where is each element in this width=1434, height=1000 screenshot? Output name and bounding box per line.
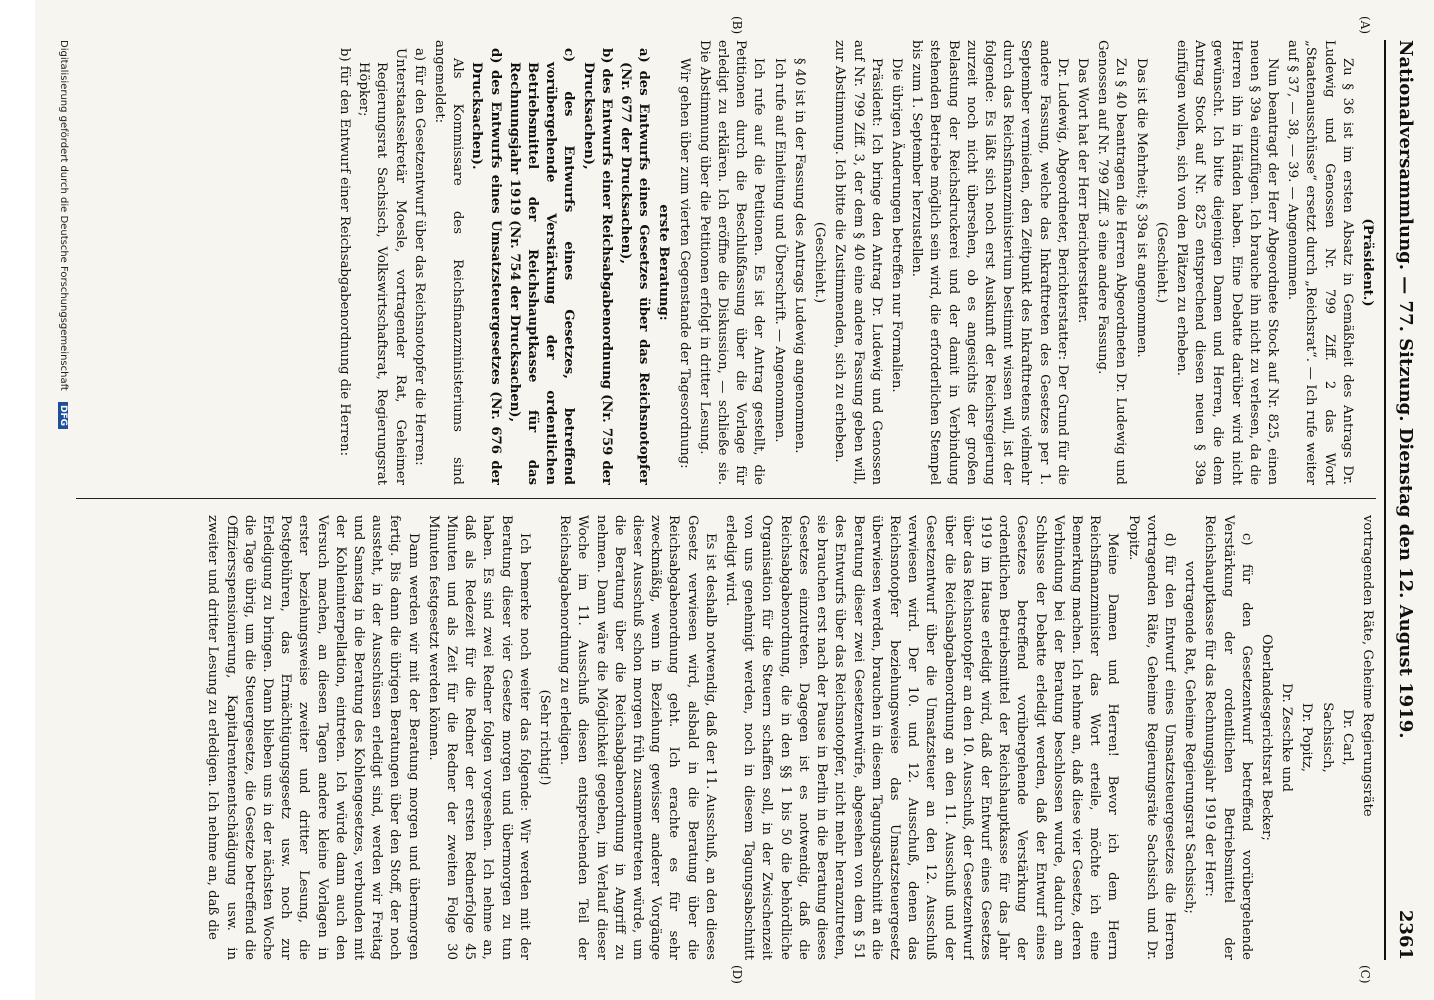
right-para-7: vortragende Rat, Geheime Regierungsrat Sachsisch; xyxy=(1182,561,1198,914)
left-para-10: (Geschieht.) xyxy=(812,221,828,304)
right-para-6: c) für den Gesetzentwurf betreffend vorübergehende Verstärkung der ordentlichen Betriebsmittel der Reichshauptkasse für das Rechnungsjahr 1919 der Herr: xyxy=(1202,515,1254,960)
right-para-5: Oberlandesgerichtsrat Becker; xyxy=(1258,634,1274,841)
left-column xyxy=(76,40,1376,485)
footer-text: Digitalisierung gefördert durch die Deutsche Forschungsgemeinschaft xyxy=(58,40,69,391)
agenda-item-a: a) des Entwurfs eines Gesetzes über das Reichsnotopfer (Nr. 677 der Drucksachen), xyxy=(618,48,652,485)
dfg-logo: DFG xyxy=(58,402,68,429)
right-column xyxy=(76,515,1376,960)
right-para-2: Sachsisch, xyxy=(1319,702,1335,773)
right-para-10: Es ist deshalb notwendig, daß der 11. Ausschuß, an den dieses Gesetz verwiesen wird, alsbald in die Beratung über die Reichsabgabenordnung geht. Ich erachte es für sehr zweckmäßig, wenn in Beziehung gewisser anderer Vorgänge dieser Ausschuß schon morgen früh zusammentreten würde, um die Beratung über die Reichsabgabenordnung in Angriff zu nehmen. Dann wäre die Möglichkeit gegeben, im Verlauf dieser Woche im 11. Ausschuß diesen entsprechenden Teil der Reichsabgabenordnung zu erledigen. xyxy=(557,515,718,960)
right-para-4: Dr. Zeschke und xyxy=(1279,683,1295,792)
agenda-item-b: b) des Entwurfs einer Reichsabgabenordnung (Nr. 759 der Drucksachen), xyxy=(580,48,614,485)
page-number: 2361 xyxy=(1395,909,1416,960)
left-para-14: Wir gehen über zum vierten Gegenstande der Tagesordnung: xyxy=(676,58,692,469)
commissioner-item-b: b) für den Entwurf einer Reichsabgabenordnung die Herren: xyxy=(337,48,353,457)
left-para-5: Zu § 40 beantragen die Herren Abgeordneten Dr. Ludewig und Genossen auf Nr. 799 Ziff. 3 eine andere Fassung. xyxy=(1095,40,1129,485)
digitization-footer xyxy=(58,40,69,960)
left-para-0: (Präsident.) xyxy=(1360,218,1375,307)
agenda-item-c: c) des Entwurfs eines Gesetzes, betreffend vorübergehende Verstärkung der ordentlichen Betriebsmittel der Reichshauptkasse für das Rechnungsjahr 1919 (Nr. 754 der Drucksachen), xyxy=(506,48,577,485)
page-header-title: Nationalversammlung. — 77. Sitzung. Dienstag den 12. August 1919. xyxy=(1395,40,1416,739)
agenda-list xyxy=(467,40,652,485)
left-para-4: Das ist die Mehrheit; § 39a ist angenommen. xyxy=(1133,58,1149,358)
margin-mark-b: (B) xyxy=(730,16,744,35)
commissioner-list xyxy=(335,40,428,485)
right-para-0: vortragenden Räte, Geheime Regierungsräte xyxy=(1360,515,1375,817)
left-para-1: Zu § 36 ist im ersten Absatz in Gemäßheit des Antrags Dr. Ludewig und Genossen Nr. 799 Ziff. 2 das Wort „Staatenausschüsse“ ersetzt durch „Reichsrat“. — Ich rufe weiter auf § 37, — 38, — 39. — Angenommen. xyxy=(1285,40,1355,485)
right-para-1: Dr. Carl, xyxy=(1339,709,1355,766)
commissioner-item-a: a) für den Gesetzentwurf über das Reichsnotopfer die Herren: xyxy=(411,48,427,466)
right-para-13: Dann werden wir mit der Beratung morgen und übermorgen fertig. Bis dann die übrigen Beratungen über den Stoff, der noch aussteht, in der Ausschüssen erledigt sind, werden wir Freitag und Samstag in die Beratung des Kohlengesetzes, verbunden mit der Kohleninterpellation, eintreten. Ich würde dann auch den Versuch machen, an diesen Tagen andere kleine Vorlagen in erster beziehungsweise zweiter und dritter Lesung, die Postgebühren, das Ermächtigungsgesetz usw. noch zur Erledigung zu bringen. Dann blieben uns in der nächsten Woche die Tage übrig, um die Steuergesetze, die Gesetze betreffend die Offiziersspensionierung, Kapitalrentenentschädigung usw. in zweiter und dritter Lesung zu erledigen. Ich nehme an, daß die xyxy=(205,515,421,960)
left-para-13: Ich rufe auf die Petitionen. Es ist der Antrag gestellt, die Petitionen durch die Beschlußfassung über die Vorlage für erledigt zu erklären. Ich eröffne die Diskussion, — schließe sie. Die Abstimmung über die Petitionen erfolgt in dritter Lesung. xyxy=(696,40,767,485)
left-para-9: Präsident: Ich bringe den Antrag Dr. Ludewig und Genossen auf Nr. 799 Ziff. 3, der dem § 40 eine andere Fassung geben will, zur Abstimmung. Ich bitte die Zustimmenden, sich zu erheben. xyxy=(832,40,884,485)
header-rule xyxy=(1384,40,1386,960)
right-para-11: (Sehr richtig!) xyxy=(537,689,553,786)
left-para-2: Nun beantragt der Herr Abgeordnete Stock auf Nr. 825, einen neuen § 39a einzufügen. Ich brauche ihn nicht zu verlesen, da die Herren ihn in Händen haben. Eine Debatte darüber wird nicht gewünscht. Ich bitte diejenigen Damen und Herren, die dem Antrag Stock auf Nr. 825 entsprechend diesen neuen § 39a einfügen wollen, sich von den Plätzen zu erheben. xyxy=(1173,40,1280,485)
left-para-8: Die übrigen Änderungen betreffen nur Formalien. xyxy=(888,58,904,393)
left-para-20: Als Kommissare des Reichsfinanzministeriums sind angemeldet: xyxy=(432,40,466,485)
document-page xyxy=(35,0,1434,1000)
right-para-9: Meine Damen und Herren! Bevor ich dem Herrn Reichsfinanzminister das Wort erteile, möchte ich eine Bemerkung machen. Ich nehme an, daß diese vier Gesetze, deren Verbindung bei der Beratung beschlossen wurde, dadurch am Schlusse der Debatte erledigt werden, daß der Entwurf eines Gesetzes betreffend vorübergehende Verstärkung der ordentlichen Betriebsmittel der Reichshauptkasse für das Jahr 1919 im Hause erledigt wird, daß der Entwurf eines Gesetzes über das Reichsnotopfer an den 10. Ausschuß, der Gesetzentwurf über die Reichsabgabenordnung an den 11. Ausschuß und der Gesetzentwurf über die Umsatzsteuer an den 12. Ausschuß verwiesen wird. Der 10. und 12. Ausschuß, denen das Reichsnotopfer beziehungsweise das Umsatzsteuergesetz überwiesen werden, brauchen in diesem Tagungsabschnitt an die Beratung dieser zwei Gesetzentwürfe, abgesehen von dem § 51 des Entwurfs über das Reichsnotopfer, nicht mehr heranzutreten, sie brauchen erst nach der Pause in Berlin in die Beratung dieses Gesetzes einzutreten. Dagegen ist es notwendig, daß die Reichsabgabenordnung, die in den §§ 1 bis 50 die behördliche Organisation für die Steuern schaffen soll, in der Zwischenzeit von uns genehmigt werden, noch in diesem Tagungsabschnitt erledigt wird. xyxy=(723,515,1121,960)
agenda-item-d: d) des Entwurfs eines Umsatzsteuergesetzes (Nr. 676 der Drucksachen). xyxy=(469,48,503,485)
left-para-11: § 40 ist in der Fassung des Antrags Ludewig angenommen. xyxy=(791,58,807,454)
left-para-3: (Geschieht.) xyxy=(1153,221,1169,304)
margin-mark-c: (C) xyxy=(1358,965,1372,984)
margin-mark-d: (D) xyxy=(730,965,744,984)
margin-mark-a: (A) xyxy=(1358,16,1372,35)
right-para-12: Ich bemerke noch weiter das folgende: Wir werden mit der Beratung dieser vier Gesetze morgen und übermorgen zu tun haben. Es sind zwei Redner folgen vorgesehen. Ich nehme an, daß als Redezeit für die Redner der ersten Rednerfolge 45 Minuten und als Zeit für die Redner der zweiten Folge 30 Minuten festgesetzt werden können. xyxy=(425,515,532,960)
left-para-6: Das Wort hat der Herr Berichterstatter. xyxy=(1074,58,1090,324)
right-para-3: Dr. Popitz, xyxy=(1299,702,1315,773)
left-para-12: Ich rufe auf Einleitung und Überschrift. — Angenommen. xyxy=(771,58,787,443)
right-para-8: d) für den Entwurf eines Umsatzsteuergesetzes die Herren vortragenden Räte, Geheime Regierungsräte Sachsisch und Dr. Popitz. xyxy=(1125,515,1177,960)
left-para-7: Dr. Ludewig, Abgeordneter, Berichterstatter: Der Grund für die andere Fassung, welche das Inkrafttreten des Gesetzes per 1. September vermieden, den Zeitpunkt des Inkrafttretens vielmehr durch das Reichsfinanzministerium bestimmt wissen will, ist der folgende: Es läßt sich noch erst Auskunft der Reichsregierung zurzeit noch nicht übersehen, ob es angesichts der großen Belastung der Reichsdruckerei und der damit in Verbindung stehenden Betriebe möglich sein wird, die erforderlichen Stempel bis zum 1. September herzustellen. xyxy=(909,40,1070,485)
commissioner-item-a-names: Unterstaatssekretär Moesle, vortragender Rat, Geheimer Regierungsrat Sachsisch, Volkswirtschaftsrat, Regierungsrat Höpker; xyxy=(356,48,408,485)
left-para-15: erste Beratung: xyxy=(656,204,672,321)
page-header xyxy=(1386,40,1416,960)
column-divider xyxy=(76,498,1376,499)
